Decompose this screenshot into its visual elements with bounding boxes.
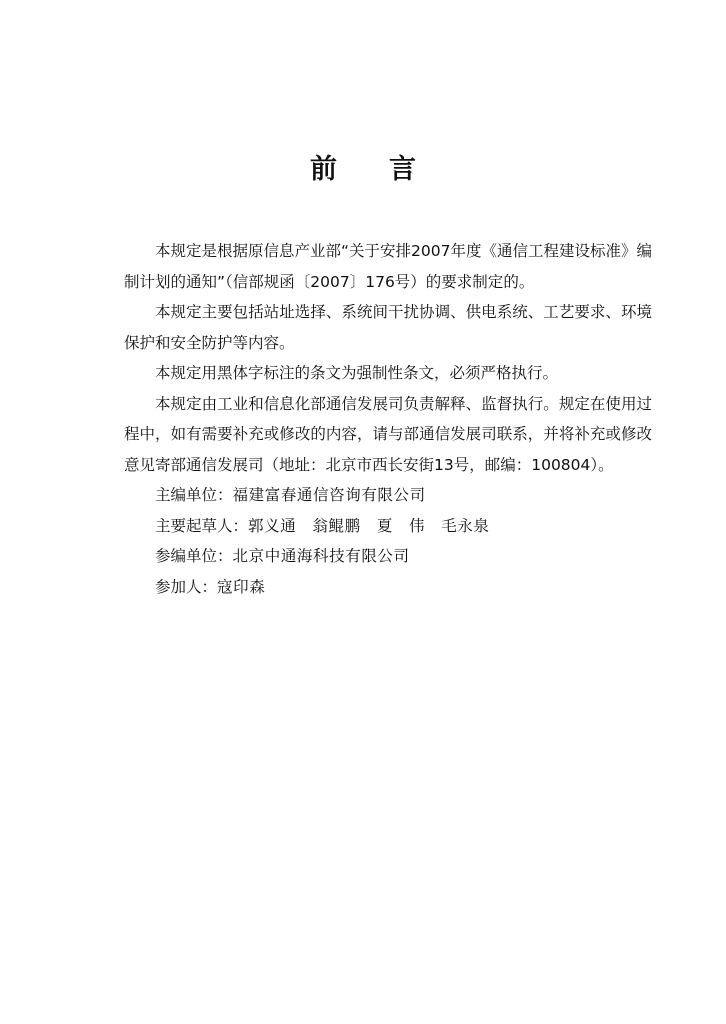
page-title: 前言 (310, 154, 468, 185)
credit-label: 主编单位： (155, 486, 233, 504)
credit-value: 寇印森 (217, 577, 266, 596)
credit-value: 北京中通海科技有限公司 (232, 547, 410, 565)
credit-value: 福建富春通信咨询有限公司 (232, 486, 426, 504)
credit-participants (124, 572, 652, 603)
paragraph-basis: 本规定是根据原信息产业部“关于安排2007年度《通信工程建设标准》编制计划的通知”（信部规函〔2007〕176号）的要求制定的。 (124, 242, 652, 291)
credit-chief-editor (124, 480, 652, 511)
preface-body (124, 236, 652, 602)
credit-main-drafters (124, 511, 652, 542)
credit-label: 主要起草人： (155, 516, 249, 535)
credit-value: 郭义通 翁鲲鹏 夏 伟 毛永泉 (248, 516, 490, 535)
paragraph-scope: 本规定主要包括站址选择、系统间干扰协调、供电系统、工艺要求、环境保护和安全防护等内容。 (124, 303, 652, 352)
paragraph-mandatory: 本规定用黑体字标注的条文为强制性条文，必须严格执行。 (155, 364, 559, 382)
credit-participating-unit (124, 541, 652, 572)
credit-label: 参编单位： (155, 547, 233, 565)
credit-label: 参加人： (155, 577, 218, 596)
paragraph-interpretation: 本规定由工业和信息化部通信发展司负责解释、监督执行。规定在使用过程中，如有需要补充或修改的内容，请与部通信发展司联系，并将补充或修改意见寄部通信发展司（地址：北京市西长安街13号，邮编：100804）。 (124, 394, 652, 474)
